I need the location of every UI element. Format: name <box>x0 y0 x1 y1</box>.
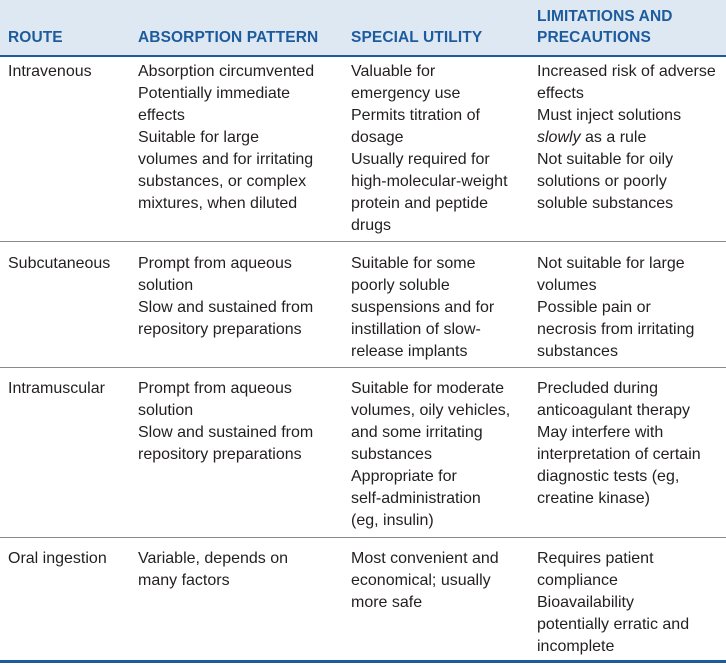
header-limitations-line-2: PRECAUTIONS <box>537 29 651 46</box>
cell-line: Slow and sustained from <box>138 424 314 441</box>
cell-line: emergency use <box>351 85 461 102</box>
cell-line: mixtures, when diluted <box>138 195 298 212</box>
cell-line: protein and peptide <box>351 195 488 212</box>
row-3-absorption <box>138 548 288 592</box>
row-1-route: Subcutaneous <box>8 255 111 272</box>
cell-line: diagnostic tests (eg, <box>537 468 680 485</box>
cell-line: Slow and sustained from <box>138 299 314 316</box>
cell-line-emphasis <box>537 127 716 149</box>
cell-line: drugs <box>351 217 392 234</box>
cell-line: release implants <box>351 343 468 360</box>
cell-line: May interfere with <box>537 424 664 441</box>
cell-line: repository preparations <box>138 321 302 338</box>
cell-line: soluble substances <box>537 195 674 212</box>
cell-line: Not suitable for large <box>537 255 685 272</box>
cell-line: necrosis from irritating <box>537 321 695 338</box>
cell-line: Bioavailability <box>537 594 634 611</box>
cell-line: anticoagulant therapy <box>537 402 690 419</box>
cell-line: volumes, oily vehicles, <box>351 402 511 419</box>
cell-line: instillation of slow- <box>351 321 481 338</box>
cell-line: Increased risk of adverse <box>537 63 716 80</box>
cell-line: volumes and for irritating <box>138 151 314 168</box>
row-2-limitations <box>537 378 701 510</box>
header-limitations <box>537 6 673 48</box>
cell-line: potentially erratic and <box>537 616 690 633</box>
row-2-utility <box>351 378 510 532</box>
cell-line: Precluded during <box>537 380 658 397</box>
cell-line: substances <box>351 446 432 463</box>
row-divider <box>0 537 726 538</box>
row-0-route: Intravenous <box>8 63 92 80</box>
cell-line: substances <box>537 343 618 360</box>
cell-line: Suitable for moderate <box>351 380 504 397</box>
row-3-limitations <box>537 548 689 658</box>
cell-line: many factors <box>138 572 230 589</box>
cell-line: Most convenient and <box>351 550 499 567</box>
row-1-utility <box>351 253 494 363</box>
row-2-route: Intramuscular <box>8 380 105 397</box>
row-1-absorption <box>138 253 313 341</box>
row-3-route: Oral ingestion <box>8 550 107 567</box>
cell-line: creatine kinase) <box>537 490 650 507</box>
cell-line: solutions or poorly <box>537 173 667 190</box>
cell-line: solution <box>138 277 194 294</box>
cell-line: Appropriate for <box>351 468 457 485</box>
row-1-limitations <box>537 253 694 363</box>
header-absorption-pattern: ABSORPTION PATTERN <box>138 29 319 46</box>
cell-line-rest: as a rule <box>580 129 647 146</box>
header-rule <box>0 55 726 57</box>
cell-line: high-molecular-weight <box>351 173 508 190</box>
cell-line: repository preparations <box>138 446 302 463</box>
cell-line: Possible pain or <box>537 299 651 316</box>
cell-line: volumes <box>537 277 597 294</box>
header-route: ROUTE <box>8 29 63 46</box>
cell-line: Requires patient <box>537 550 654 567</box>
cell-line: poorly soluble <box>351 277 450 294</box>
cell-line: Suitable for some <box>351 255 476 272</box>
row-2-absorption <box>138 378 313 466</box>
cell-line: solution <box>138 402 194 419</box>
row-3-utility <box>351 548 499 614</box>
cell-line: incomplete <box>537 638 615 655</box>
row-divider <box>0 367 726 368</box>
cell-line: Must inject solutions <box>537 107 682 124</box>
emphasized-word: slowly <box>537 129 581 146</box>
cell-line: Variable, depends on <box>138 550 289 567</box>
cell-line: effects <box>138 107 185 124</box>
cell-line: and some irritating <box>351 424 483 441</box>
cell-line: Prompt from aqueous <box>138 380 292 397</box>
cell-line: economical; usually <box>351 572 491 589</box>
cell-line: Suitable for large <box>138 129 259 146</box>
cell-line: effects <box>537 85 584 102</box>
cell-line: more safe <box>351 594 423 611</box>
row-0-limitations <box>537 61 716 215</box>
cell-line: compliance <box>537 572 618 589</box>
cell-line: Usually required for <box>351 151 490 168</box>
row-0-utility <box>351 61 508 237</box>
cell-line: Potentially immediate <box>138 85 291 102</box>
cell-line: self-administration <box>351 490 481 507</box>
cell-line: interpretation of certain <box>537 446 701 463</box>
cell-line: Valuable for <box>351 63 436 80</box>
cell-line: Prompt from aqueous <box>138 255 292 272</box>
cell-line: (eg, insulin) <box>351 512 434 529</box>
cell-line: substances, or complex <box>138 173 307 190</box>
cell-line: suspensions and for <box>351 299 495 316</box>
cell-line: dosage <box>351 129 404 146</box>
cell-line: Absorption circumvented <box>138 63 315 80</box>
table-bottom-rule <box>0 660 726 663</box>
cell-line: Not suitable for oily <box>537 151 674 168</box>
row-divider <box>0 241 726 242</box>
header-special-utility: SPECIAL UTILITY <box>351 29 483 46</box>
header-limitations-line-1: LIMITATIONS AND <box>537 8 673 25</box>
cell-line: Permits titration of <box>351 107 480 124</box>
row-0-absorption <box>138 61 314 215</box>
